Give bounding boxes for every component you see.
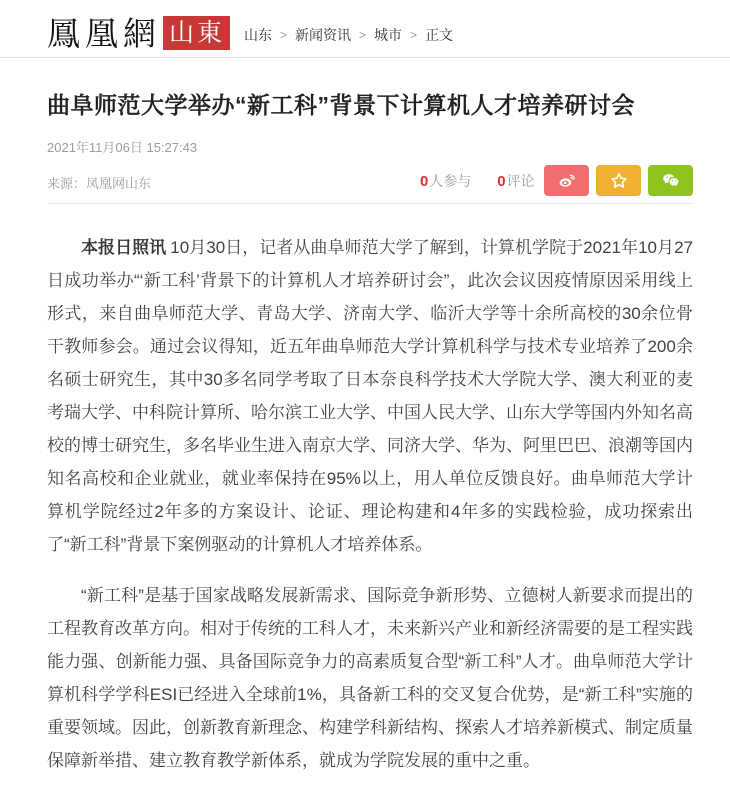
comments-label: 评论 bbox=[506, 173, 535, 189]
page-title: 曲阜师范大学举办“新工科”背景下计算机人才培养研讨会 bbox=[47, 92, 635, 118]
share-bar bbox=[537, 165, 693, 196]
paragraph-1-lead: 本报日照讯 bbox=[81, 238, 167, 257]
comments-count: 0 bbox=[497, 173, 506, 190]
breadcrumb-item-news[interactable]: 新闻资讯 bbox=[295, 27, 352, 43]
source-name: 凤凰网山东 bbox=[86, 176, 152, 191]
article-content bbox=[0, 88, 730, 809]
participation-label: 人参与 bbox=[429, 173, 472, 189]
logo-text: 鳳凰網 bbox=[47, 13, 161, 53]
site-logo[interactable] bbox=[47, 13, 230, 53]
wechat-icon bbox=[660, 170, 682, 192]
participation-count: 0 bbox=[420, 173, 429, 190]
breadcrumb-item-article[interactable]: 正文 bbox=[425, 27, 454, 43]
source-label: 来源： bbox=[47, 176, 87, 191]
breadcrumb-separator: > bbox=[280, 28, 288, 42]
wechat-share-button[interactable] bbox=[648, 165, 693, 196]
site-header bbox=[0, 0, 730, 58]
weibo-share-button[interactable] bbox=[544, 165, 589, 196]
paragraph-1 bbox=[47, 231, 693, 561]
weibo-icon bbox=[556, 170, 578, 192]
publish-date: 2021年11月06日 15:27:43 bbox=[47, 140, 198, 155]
favorite-button[interactable] bbox=[596, 165, 641, 196]
paragraph-1-text: 10月30日，记者从曲阜师范大学了解到，计算机学院于2021年10月27日成功举办“‘新工科’背景下的计算机人才培养研讨会”，此次会议因疫情原因采用线上形式，来自曲阜师范大学、青岛大学、济南大学、临沂大学等十余所高校的30余位骨干教师参会。通过会议得知，近五年曲阜师范大学计算机科学与技术专业培养了200余名硕士研究生，其中30多名同学考取了日本奈良科学技术大学院大学、澳大利亚的麦考瑞大学、中科院计算所、哈尔滨工业大学、中国人民大学、山东大学等国内外知名高校的博士研究生，多名毕业生进入南京大学、同济大学、华为、阿里巴巴、浪潮等国内知名高校和企业就业，就业率保持在95%以上，用人单位反馈良好。曲阜师范大学计算机学院经过2年多的方案设计、论证、理论构建和4年多的实践检验，成功探索出了“新工科”背景下案例驱动的计算机人才培养体系。 bbox=[47, 238, 693, 554]
paragraph-2-text: “新工科”是基于国家战略发展新需求、国际竞争新形势、立德树人新要求而提出的工程教育改革方向。相对于传统的工科人才，未来新兴产业和新经济需要的是工程实践能力强、创新能力强、具备国际竞争力的高素质复合型“新工科”人才。曲阜师范大学计算机科学学科ESI已经进入全球前1%，具备新工科的交叉复合优势，是“新工科”实施的重要领域。因此，创新教育新理念、构建学科新结构、探索人才培养新模式、制定质量保障新举措、建立教育教学新体系，就成为学院发展的重中之重。 bbox=[47, 586, 693, 770]
breadcrumb-separator: > bbox=[359, 28, 367, 42]
breadcrumb bbox=[244, 25, 453, 50]
paragraph-2 bbox=[47, 579, 693, 777]
breadcrumb-item-shandong[interactable]: 山东 bbox=[244, 27, 273, 43]
article-body bbox=[47, 204, 693, 777]
logo-region-badge: 山東 bbox=[163, 16, 230, 50]
article-meta bbox=[47, 134, 693, 204]
comments-count-link[interactable] bbox=[497, 173, 534, 189]
breadcrumb-separator: > bbox=[410, 28, 418, 42]
participation-count-link[interactable] bbox=[420, 173, 471, 189]
star-icon bbox=[608, 170, 630, 192]
breadcrumb-item-city[interactable]: 城市 bbox=[374, 27, 403, 43]
article-source bbox=[47, 173, 151, 192]
